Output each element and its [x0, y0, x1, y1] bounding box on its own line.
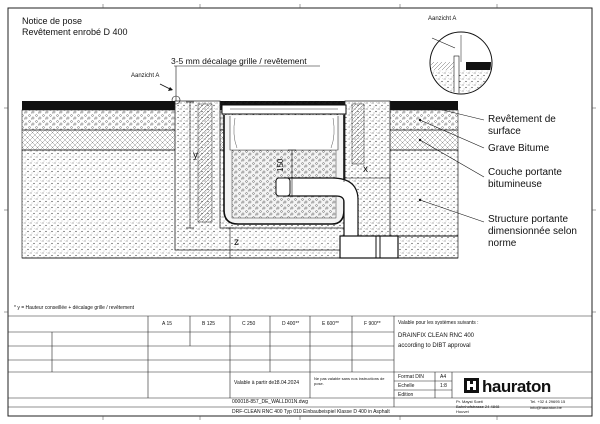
- company-address: Pr. Mayst Soeti Bahnhofstrasse 24 4848 Houvet: [456, 399, 500, 414]
- valid-from-date: 18.04.2024: [274, 380, 300, 386]
- dimension-y: y: [193, 150, 198, 161]
- dimension-z: z: [234, 237, 239, 248]
- dimension-150: 150: [276, 158, 285, 172]
- company-email: info@hauraton.be: [530, 405, 562, 410]
- edition-label: Edition: [398, 392, 414, 398]
- offset-label: 3-5 mm décalage grille / revêtement: [171, 56, 307, 66]
- company-phone: Tel. +32 4 29695 15: [530, 399, 566, 404]
- scale-value: 1:8: [440, 383, 447, 389]
- company-logo: hauraton: [482, 377, 551, 396]
- layer-label-structure: Structure portante dimensionnée selon norme: [488, 214, 577, 249]
- scale-label: Echelle: [398, 383, 415, 389]
- hauraton-logo-mark: [464, 378, 479, 393]
- layer-label-surface: Revêtement de surface: [488, 114, 556, 137]
- valid-from-label: Valable à partir de :: [234, 380, 277, 386]
- class-a15: A 15: [162, 321, 173, 327]
- class-b125: B 125: [202, 321, 216, 327]
- section-view-label: Aanzicht A: [131, 73, 160, 79]
- doc-subtitle: Revêtement enrobé D 400: [22, 27, 128, 37]
- class-c250: C 250: [242, 321, 256, 327]
- drawing-description: DRF-CLEAN RNC 400 Typ 010 Einbaubeispiel Klasse D 400 in Asphalt: [232, 409, 390, 415]
- class-e600: E 600**: [322, 321, 339, 327]
- approval-note: according to DIBT approval: [398, 343, 471, 349]
- instructions-note: Ne pas valable sans nos instructions de pose.: [314, 376, 385, 386]
- layer-label-grave-bitume: Grave Bitume: [488, 143, 550, 154]
- doc-title: Notice de pose: [22, 16, 83, 26]
- dimension-x: x: [363, 164, 368, 175]
- format-label: Format DIN: [398, 374, 424, 380]
- detail-view-label: Aanzicht A: [428, 16, 457, 22]
- system-name: DRAINFIX CLEAN RNC 400: [398, 333, 475, 339]
- class-f900: F 900**: [364, 321, 381, 327]
- class-d400: D 400**: [282, 321, 300, 327]
- validity-title: Valable pour les systèmes suivants :: [398, 320, 479, 326]
- footnote: * y = Hauteur conseillée + décalage grille / revêtement: [14, 305, 135, 311]
- layer-label-base-course: Couche portante bitumineuse: [488, 167, 562, 190]
- document-id: 000018-857_DE_WALLD01N.dwg: [232, 399, 308, 405]
- format-value: A4: [440, 374, 447, 380]
